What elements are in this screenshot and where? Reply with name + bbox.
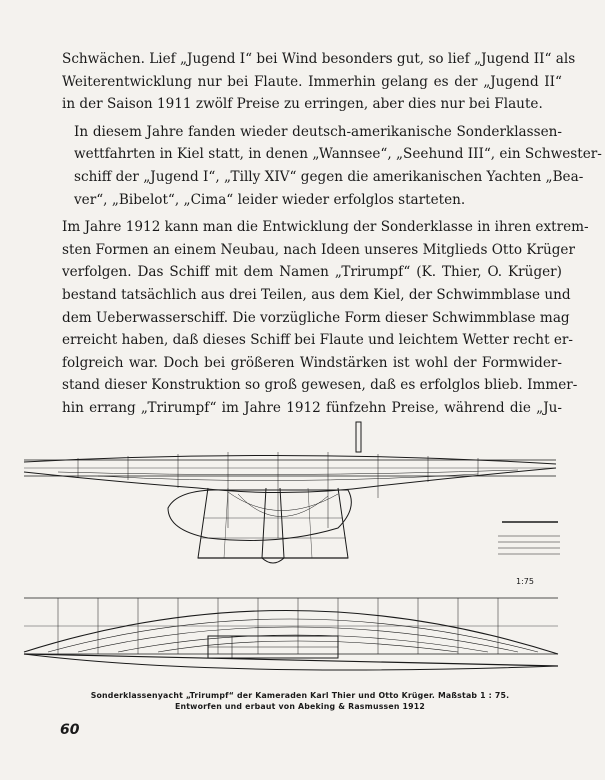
- scale-label: 1:75: [516, 577, 534, 586]
- text-line: wettfahrten in Kiel statt, in denen „Wannsee“, „Seehund III“, ein Schwester-: [74, 146, 602, 163]
- text-line: ver“, „Bibelot“, „Cima“ leider wieder erfolglos starteten.: [74, 191, 466, 208]
- text-line: schiff der „Jugend I“, „Tilly XIV“ gegen die amerikanischen Yachten „Bea-: [74, 168, 584, 185]
- text-line: bestand tatsächlich aus drei Teilen, aus dem Kiel, der Schwimmblase und: [62, 286, 571, 303]
- text-line: In diesem Jahre fanden wieder deutsch-amerikanische Sonderklassen-: [74, 123, 562, 140]
- text-line: folgreich war. Doch bei größeren Windstärken ist wohl der Formwider-: [62, 354, 562, 371]
- text-line: stand dieser Konstruktion so groß gewesen, daß es erfolglos blieb. Immer-: [62, 377, 578, 394]
- body-text: [62, 48, 602, 425]
- text-line: Weiterentwicklung nur bei Flaute. Immerhin gelang es der „Jugend II“: [62, 73, 562, 90]
- figure-caption: [60, 690, 540, 712]
- hull-profile: [24, 452, 556, 563]
- text-line: dem Ueberwasserschiff. Die vorzügliche Form dieser Schwimmblase mag: [62, 309, 570, 326]
- text-line: Schwächen. Lief „Jugend I“ bei Wind besonders gut, so lief „Jugend II“ als: [62, 51, 576, 67]
- text-line: hin errang „Trirumpf“ im Jahre 1912 fünfzehn Preise, während die „Ju-: [62, 399, 562, 416]
- paragraph-1: [62, 48, 576, 116]
- text-line: erreicht haben, daß dieses Schiff bei Flaute und leichtem Wetter recht er-: [62, 332, 573, 349]
- page-number: 60: [60, 722, 80, 738]
- hull-plan-view: [24, 598, 558, 670]
- text-line: in der Saison 1911 zwölf Preise zu erringen, aber dies nur bei Flaute.: [62, 96, 543, 113]
- text-line: Im Jahre 1912 kann man die Entwicklung der Sonderklasse in ihren extrem-: [62, 219, 589, 236]
- paragraph-3: [62, 216, 589, 419]
- caption-line-1: Sonderklassenyacht „Trirumpf“ der Kameraden Karl Thier und Otto Krüger. Maßstab 1 : 75.: [90, 691, 510, 700]
- paragraph-2: [62, 121, 602, 211]
- caption-line-2: Entworfen und erbaut von Abeking & Rasmussen 1912: [174, 702, 426, 711]
- text-line: sten Formen an einem Neubau, nach Ideen unseres Mitglieds Otto Krüger: [62, 241, 575, 258]
- yacht-lines-drawing: [18, 418, 588, 690]
- mast-stub: [356, 422, 361, 452]
- text-line: verfolgen. Das Schiff mit dem Namen „Trirumpf“ (K. Thier, O. Krüger): [62, 264, 562, 281]
- scale-box: [498, 522, 560, 554]
